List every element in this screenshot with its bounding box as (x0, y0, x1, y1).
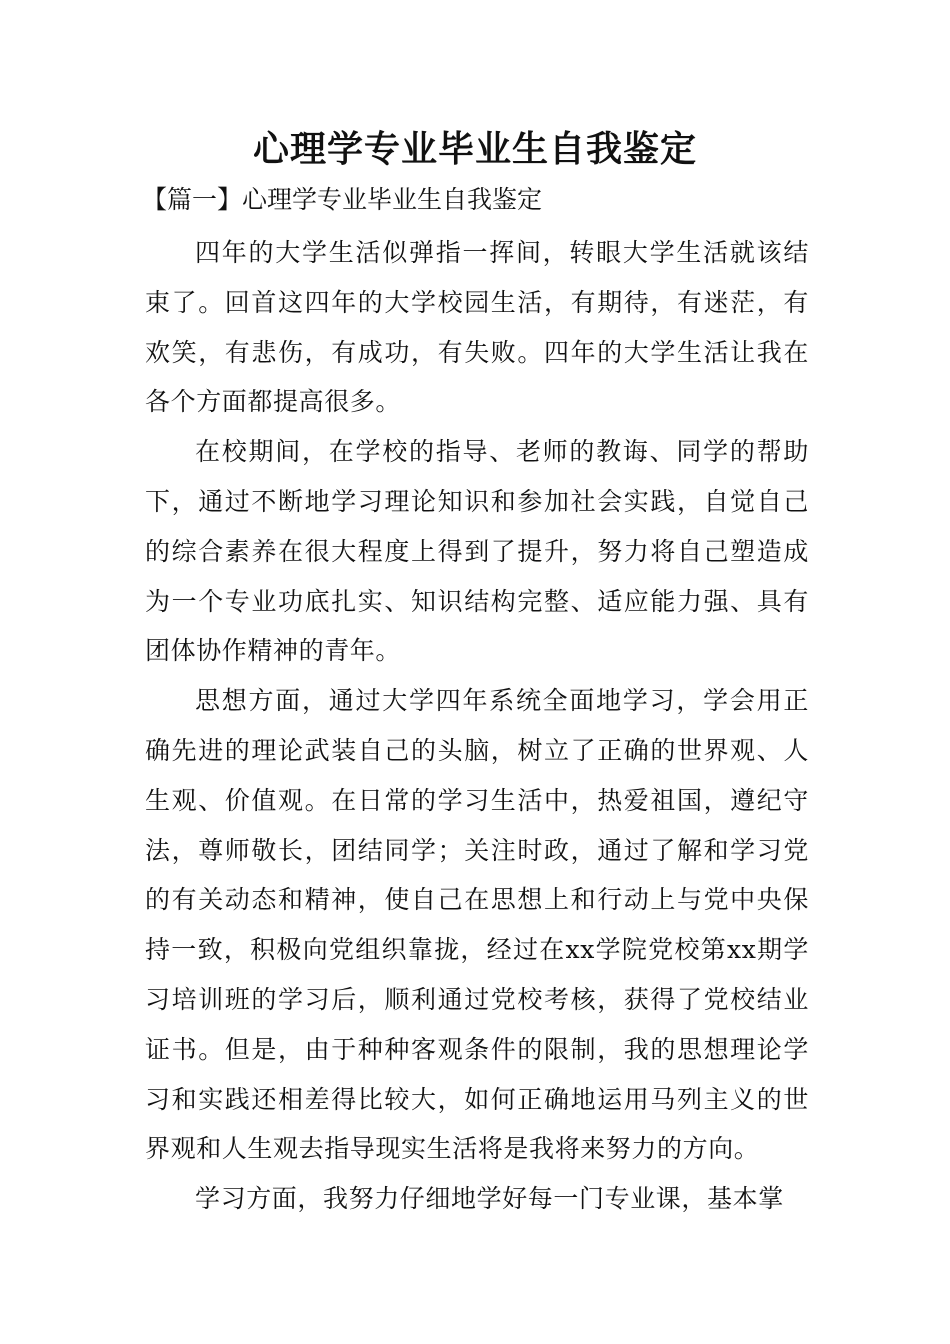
paragraph: 思想方面，通过大学四年系统全面地学习，学会用正确先进的理论武装自己的头脑，树立了正确的世界观、人生观、价值观。在日常的学习生活中，热爱祖国，遵纪守法，尊师敬长，团结同学；关注时政，通过了解和学习党的有关动态和精神，使自己在思想上和行动上与党中央保持一致，积极向党组织靠拢，经过在xx学院党校第xx期学习培训班的学习后，顺利通过党校考核，获得了党校结业证书。但是，由于种种客观条件的限制，我的思想理论学习和实践还相差得比较大，如何正确地运用马列主义的世界观和人生观去指导现实生活将是我将来努力的方向。 (145, 686, 809, 1164)
section-heading: 【篇一】心理学专业毕业生自我鉴定 (142, 185, 543, 214)
paragraph: 在校期间，在学校的指导、老师的教诲、同学的帮助下，通过不断地学习理论知识和参加社会实践，自觉自己的综合素养在很大程度上得到了提升，努力将自己塑造成为一个专业功底扎实、知识结构完整、适应能力强、具有团体协作精神的青年。 (145, 437, 809, 666)
paragraph: 四年的大学生活似弹指一挥间，转眼大学生活就该结束了。回首这四年的大学校园生活，有期待，有迷茫，有欢笑，有悲伤，有成功，有失败。四年的大学生活让我在各个方面都提高很多。 (145, 238, 809, 417)
paragraph: 学习方面，我努力仔细地学好每一门专业课，基本掌 (195, 1184, 784, 1214)
document-body (145, 228, 809, 1224)
document-title: 心理学专业毕业生自我鉴定 (252, 128, 697, 170)
